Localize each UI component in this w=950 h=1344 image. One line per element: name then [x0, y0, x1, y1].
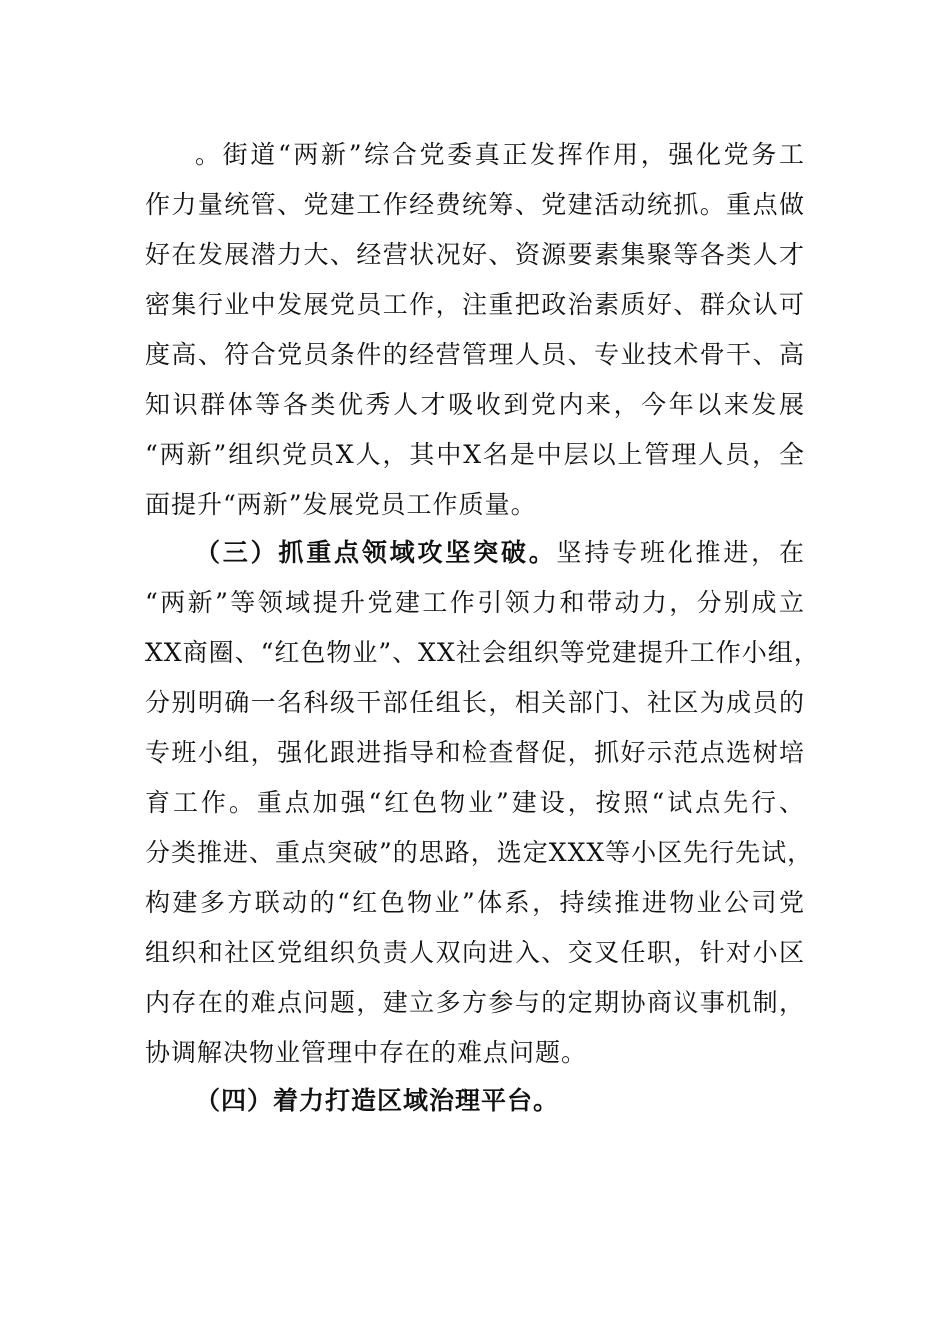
paragraph-1-line-4: 密集行业中发展党员工作，注重把政治素质好、群众认可: [145, 290, 805, 319]
paragraph-1-line-1: 。街道“两新”综合党委真正发挥作用，强化党务工: [195, 140, 805, 169]
paragraph-2-line-1-rest: 坚持专班化推进，在: [556, 538, 805, 567]
paragraph-2-line-8: 构建多方联动的“红色物业”体系，持续推进物业公司党: [145, 888, 805, 917]
paragraph-2-line-11: 协调解决物业管理中存在的难点问题。: [145, 1038, 588, 1067]
paragraph-1-line-6: 知识群体等各类优秀人才吸收到党内来，今年以来发展: [145, 390, 805, 419]
paragraph-2-line-9: 组织和社区党组织负责人双向进入、交叉任职，针对小区: [145, 938, 805, 967]
paragraph-1-line-7: “两新”组织党员X人，其中X名是中层以上管理人员，全: [145, 440, 805, 469]
paragraph-1-line-8: 面提升“两新”发展党员工作质量。: [145, 490, 537, 519]
paragraph-2-line-4: 分别明确一名科级干部任组长，相关部门、社区为成员的: [145, 688, 805, 717]
section-heading-4: （四）着力打造区域治理平台。: [195, 1086, 560, 1115]
section-heading-3: （三）抓重点领域攻坚突破。: [195, 538, 557, 567]
paragraph-1-line-3: 好在发展潜力大、经营状况好、资源要素集聚等各类人才: [145, 240, 805, 269]
paragraph-1-line-2: 作力量统管、党建工作经费统筹、党建活动统抓。重点做: [145, 190, 805, 219]
paragraph-1-line-5: 度高、符合党员条件的经营管理人员、专业技术骨干、高: [145, 340, 805, 369]
paragraph-2-line-1: [195, 528, 805, 578]
paragraph-2-line-10: 内存在的难点问题，建立多方参与的定期协商议事机制，: [145, 988, 805, 1017]
paragraph-2-line-2: “两新”等领域提升党建工作引领力和带动力，分别成立: [145, 588, 805, 617]
paragraph-2-line-6: 育工作。重点加强“红色物业”建设，按照“试点先行、: [145, 788, 805, 817]
paragraph-2-line-7: 分类推进、重点突破”的思路，选定XXX等小区先行先试，: [145, 838, 814, 867]
paragraph-2-line-5: 专班小组，强化跟进指导和检查督促，抓好示范点选树培: [145, 738, 805, 767]
paragraph-2-line-3: XX商圈、“红色物业”、XX社会组织等党建提升工作小组，: [145, 638, 820, 667]
